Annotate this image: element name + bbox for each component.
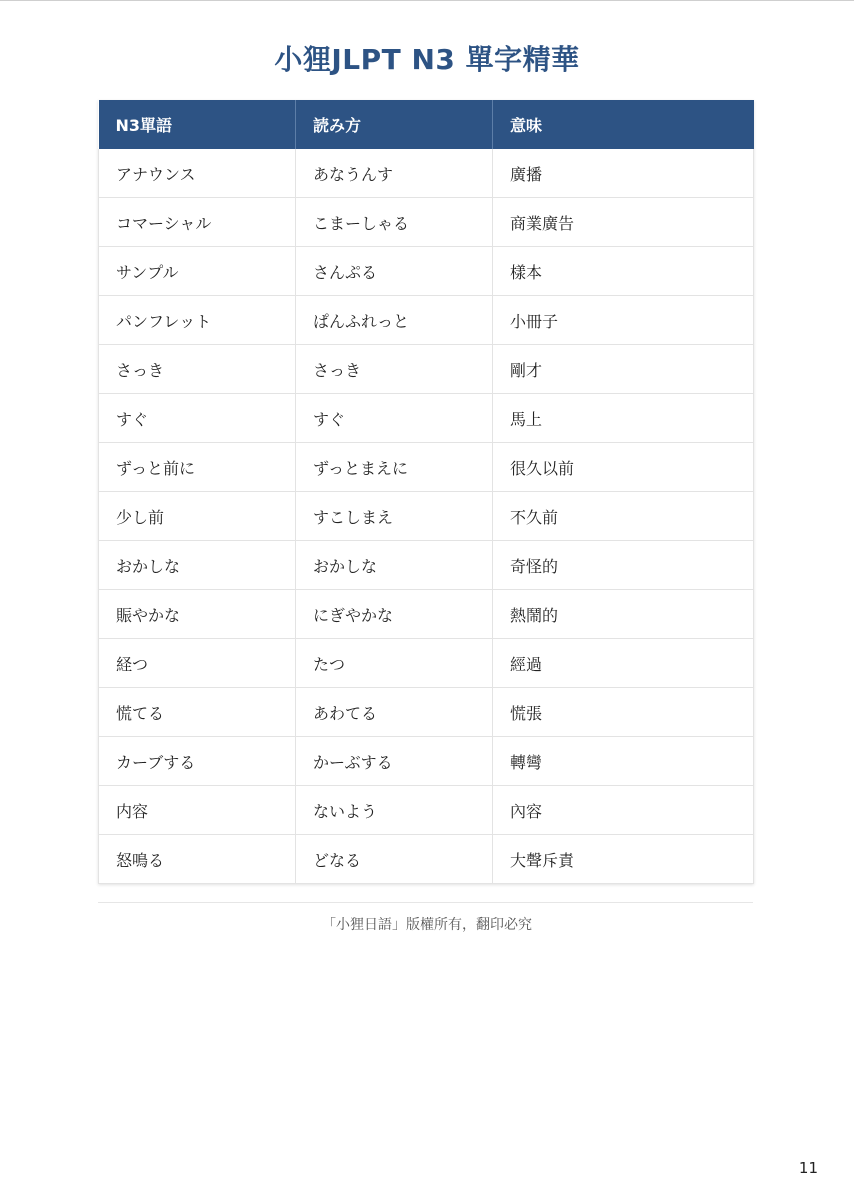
word-cell: 怒鳴る (99, 835, 296, 884)
word-cell: 内容 (99, 786, 296, 835)
table-row (99, 492, 754, 541)
word-cell: ずっと前に (99, 443, 296, 492)
reading-cell: さんぷる (296, 247, 493, 296)
table-row (99, 198, 754, 247)
word-cell: 慌てる (99, 688, 296, 737)
reading-cell: おかしな (296, 541, 493, 590)
table-row (99, 149, 754, 198)
word-cell: カーブする (99, 737, 296, 786)
meaning-cell: 慌張 (493, 688, 754, 737)
meaning-cell: 大聲斥責 (493, 835, 754, 884)
table-row (99, 443, 754, 492)
reading-cell: あなうんす (296, 149, 493, 198)
reading-cell: どなる (296, 835, 493, 884)
table-row (99, 590, 754, 639)
reading-cell: こまーしゃる (296, 198, 493, 247)
table-row (99, 541, 754, 590)
table-header-row (99, 100, 754, 149)
word-cell: サンプル (99, 247, 296, 296)
word-cell: 経つ (99, 639, 296, 688)
word-cell: 少し前 (99, 492, 296, 541)
meaning-cell: 奇怪的 (493, 541, 754, 590)
column-header-meaning: 意味 (493, 100, 754, 149)
word-cell: おかしな (99, 541, 296, 590)
reading-cell: ないよう (296, 786, 493, 835)
copyright-notice: 「小狸日語」版權所有，翻印必究 (322, 917, 532, 933)
table-row (99, 639, 754, 688)
column-header-word: N3單語 (99, 100, 296, 149)
meaning-cell: 內容 (493, 786, 754, 835)
word-cell: すぐ (99, 394, 296, 443)
table-row (99, 688, 754, 737)
meaning-cell: 馬上 (493, 394, 754, 443)
meaning-cell: 經過 (493, 639, 754, 688)
reading-cell: さっき (296, 345, 493, 394)
word-cell: さっき (99, 345, 296, 394)
table-row (99, 835, 754, 884)
reading-cell: あわてる (296, 688, 493, 737)
reading-cell: かーぶする (296, 737, 493, 786)
vocabulary-table (98, 100, 754, 884)
meaning-cell: 小冊子 (493, 296, 754, 345)
word-cell: 賑やかな (99, 590, 296, 639)
meaning-cell: 剛才 (493, 345, 754, 394)
meaning-cell: 轉彎 (493, 737, 754, 786)
table-row (99, 345, 754, 394)
reading-cell: すこしまえ (296, 492, 493, 541)
word-cell: コマーシャル (99, 198, 296, 247)
word-cell: アナウンス (99, 149, 296, 198)
footer-divider (98, 902, 753, 903)
column-header-reading: 読み方 (296, 100, 493, 149)
reading-cell: ずっとまえに (296, 443, 493, 492)
page-number: 11 (798, 1159, 818, 1177)
meaning-cell: 很久以前 (493, 443, 754, 492)
page-title: 小狸JLPT N3 單字精華 (274, 43, 580, 76)
table-row (99, 786, 754, 835)
table-row (99, 247, 754, 296)
word-cell: パンフレット (99, 296, 296, 345)
reading-cell: たつ (296, 639, 493, 688)
meaning-cell: 廣播 (493, 149, 754, 198)
table-row (99, 737, 754, 786)
table-row (99, 296, 754, 345)
reading-cell: ぱんふれっと (296, 296, 493, 345)
top-rule (0, 0, 854, 1)
reading-cell: にぎやかな (296, 590, 493, 639)
meaning-cell: 熱鬧的 (493, 590, 754, 639)
meaning-cell: 不久前 (493, 492, 754, 541)
reading-cell: すぐ (296, 394, 493, 443)
table-row (99, 394, 754, 443)
meaning-cell: 樣本 (493, 247, 754, 296)
meaning-cell: 商業廣告 (493, 198, 754, 247)
